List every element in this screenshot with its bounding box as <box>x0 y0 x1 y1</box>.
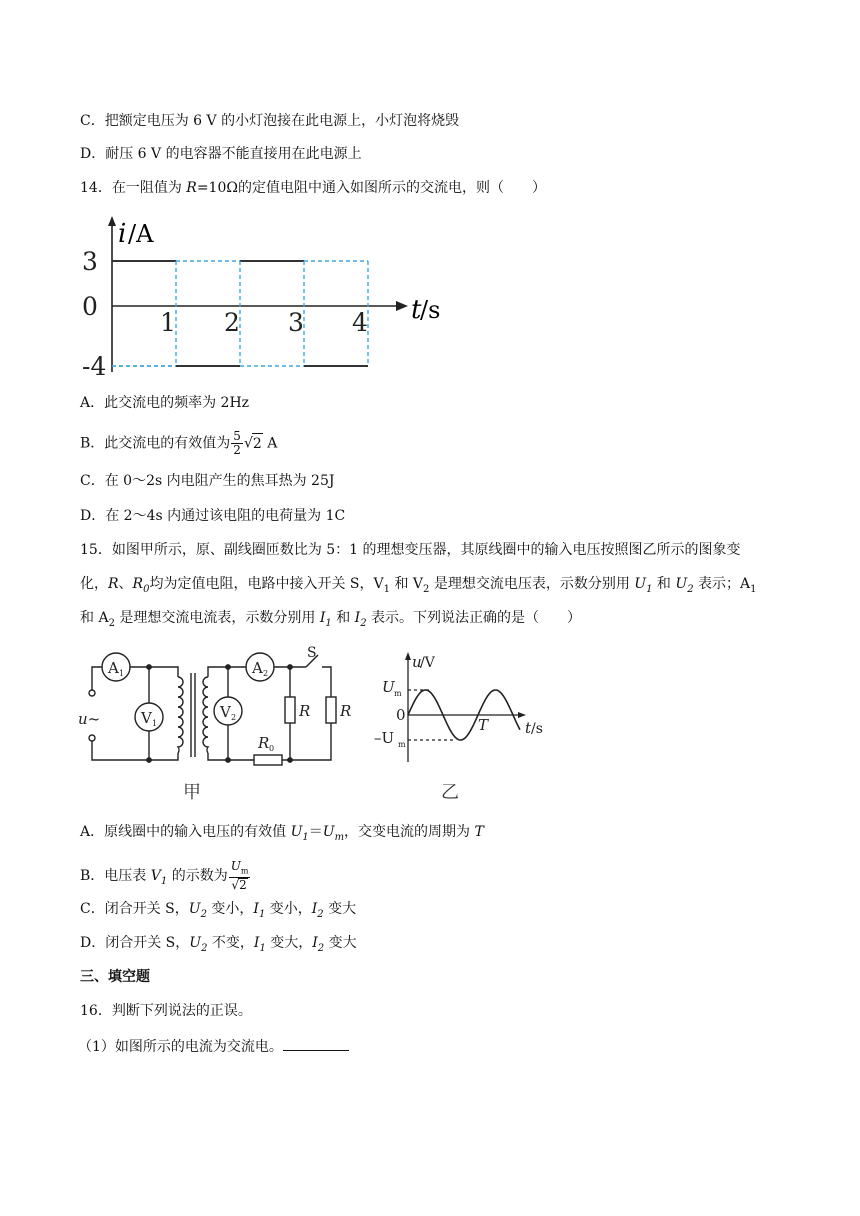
t-axis-unit: /s <box>531 721 543 737</box>
y-axis-arrow <box>108 216 116 226</box>
transformer-circuit-diagram <box>78 645 368 805</box>
primary-coil <box>178 677 183 753</box>
t: ，交变电流的周期为 <box>344 824 475 840</box>
resistor-r0 <box>254 755 282 765</box>
sub: 1 <box>302 831 309 843</box>
input-terminal-bottom <box>89 735 95 741</box>
figure-yi-label: 乙 <box>441 782 459 803</box>
input-terminal-top <box>89 690 95 696</box>
section-heading: 三、填空题 <box>80 969 150 985</box>
i-sym: I <box>312 935 318 951</box>
r-label-1: R <box>299 702 311 720</box>
neg-um-label: –U <box>374 729 395 747</box>
t: 表示。下列说法正确的是（ ） <box>366 610 582 626</box>
t-sym: T <box>474 824 484 840</box>
sub: 1 <box>160 876 168 887</box>
q14-square-wave-chart <box>78 212 458 377</box>
sub: 0 <box>143 583 150 595</box>
q14-ylabel-i: i <box>118 219 127 249</box>
q16-stem-text: 判断下列说法的正误。 <box>111 1003 252 1019</box>
sub: 2 <box>687 583 694 595</box>
zero-label: 0 <box>396 706 406 724</box>
t: 变小， <box>206 901 254 917</box>
frac-num <box>229 860 251 878</box>
neg-um-sub: m <box>398 740 406 749</box>
q14-option-b <box>80 430 277 457</box>
t: 、 <box>118 576 133 592</box>
t: 和 <box>331 610 355 626</box>
root: 2 <box>239 878 247 893</box>
t-axis-label: t <box>525 719 532 737</box>
q16-number: 16． <box>80 1003 112 1019</box>
v1-label: V <box>141 709 152 727</box>
u-sym: U <box>322 824 335 840</box>
q15-option-d <box>80 933 357 959</box>
q14-optb-num: 5 <box>233 429 241 443</box>
t: 是理想交流电压表，示数分别用 <box>429 576 635 592</box>
secondary-coil <box>203 677 208 753</box>
u-sym: U <box>675 576 688 592</box>
q14-optb-root: 2 <box>252 433 263 454</box>
v2-label: V <box>220 703 231 721</box>
um-sub: m <box>394 689 402 698</box>
v1-sub: 1 <box>152 719 158 728</box>
q14-optb-fraction <box>231 430 243 457</box>
q15-line2 <box>80 574 757 600</box>
a1-label: A <box>108 659 119 677</box>
q14-option-a: A．此交流电的频率为 2Hz <box>80 395 250 411</box>
sub: 1 <box>259 942 266 954</box>
t: B．电压表 <box>80 868 151 885</box>
resistor-r-1 <box>285 697 295 723</box>
q16-sub1 <box>78 1036 349 1057</box>
q15-number: 15． <box>80 542 112 558</box>
q16-sub1-text: （1）如图所示的电流为交流电。 <box>78 1039 283 1055</box>
x-tick-label: 3 <box>288 308 304 337</box>
t: 变大 <box>323 901 357 917</box>
sub: 2 <box>108 617 115 629</box>
a2-label: A <box>252 659 263 677</box>
sub: 2 <box>317 942 325 954</box>
sub: 2 <box>200 908 207 920</box>
r-label-2: R <box>340 702 352 720</box>
i-sym: I <box>253 935 260 951</box>
r-sym: R <box>108 576 119 592</box>
wire <box>130 667 178 677</box>
sqrt-sign: √ <box>243 435 253 452</box>
junction <box>288 758 292 762</box>
y-tick-label: -4 <box>82 352 107 377</box>
t: 不变， <box>207 935 254 951</box>
v-sym: V <box>150 868 161 885</box>
t: 和 V <box>390 576 424 592</box>
r0-label: R <box>258 734 270 752</box>
q14-number: 14． <box>80 180 112 196</box>
sub: m <box>240 866 249 876</box>
q14-option-c: C．在 0～2s 内电阻产生的焦耳热为 25J <box>80 473 335 489</box>
x-axis-arrow <box>396 301 408 311</box>
t: 和 <box>652 576 676 592</box>
wire <box>92 667 102 690</box>
q15-optb-fraction <box>229 860 251 892</box>
x-tick-label: 1 <box>160 308 176 337</box>
sub: 2 <box>317 908 324 920</box>
a1-sub: 1 <box>119 669 125 678</box>
u-sym: U <box>188 901 201 917</box>
t: 变小， <box>265 901 312 917</box>
u-sym: U <box>230 859 241 873</box>
q15-line1-text: 如图甲所示，原、副线圈匝数比为 5：1 的理想变压器，其原线圈中的输入电压按照图乙所示的图象变 <box>111 542 741 558</box>
t: D．闭合开关 S， <box>80 935 190 951</box>
q15-line3 <box>80 608 581 634</box>
u-sym: U <box>634 576 647 592</box>
q14-stem <box>80 178 546 198</box>
q14-optb-pre: B．此交流电的有效值为 <box>80 435 231 452</box>
answer-blank[interactable] <box>283 1036 349 1051</box>
t: 化， <box>80 576 108 592</box>
i-sym: I <box>311 901 318 917</box>
um-label: U <box>382 678 395 696</box>
frac-den: √2 <box>231 878 247 893</box>
y-arrow <box>405 652 411 660</box>
q15-option-a <box>80 822 484 848</box>
i-sym: I <box>319 610 326 626</box>
q14-stem-a: 在一阻值为 <box>111 180 187 196</box>
q14-xlabel-t: t <box>411 295 422 325</box>
wire <box>92 741 178 760</box>
sub: 1 <box>646 583 653 595</box>
sub: 1 <box>383 583 390 595</box>
voltage-sine-wave <box>372 650 562 765</box>
u-sym: U <box>290 824 303 840</box>
sub: 1 <box>258 908 266 920</box>
t: 是理想交流电流表，示数分别用 <box>114 610 320 626</box>
wire <box>322 667 331 697</box>
r0-sym: R <box>132 576 144 592</box>
y-tick-label: 3 <box>82 247 98 276</box>
t: 均为定值电阻，电路中接入开关 S，V <box>149 576 384 592</box>
q15-option-b <box>80 860 251 892</box>
t: C．闭合开关 S， <box>80 901 189 917</box>
wire <box>208 753 254 760</box>
u-input-label: u~ <box>78 710 101 728</box>
x-arrow <box>518 712 526 718</box>
t: 的示数为 <box>167 868 228 885</box>
i-sym: I <box>354 610 361 626</box>
x-tick-label: 2 <box>224 308 240 337</box>
figure-jia-label: 甲 <box>183 782 201 803</box>
q15-line1 <box>80 540 741 560</box>
resistor-r-2 <box>326 697 336 723</box>
sub: 2 <box>423 583 430 595</box>
option-d-prev: D．耐压 6 V 的电容器不能直接用在此电源上 <box>80 146 362 162</box>
t: 表示；A <box>693 576 751 592</box>
switch-s-label: S <box>307 645 317 661</box>
r0-sub: 0 <box>269 744 275 753</box>
q14-stem-r: R <box>186 180 197 196</box>
q16-stem <box>80 1001 252 1021</box>
t: 变大， <box>265 935 313 951</box>
q15-option-c <box>80 899 356 925</box>
u-axis-unit: /V <box>420 655 435 671</box>
u-axis-label: u <box>412 653 422 671</box>
t: 变大 <box>324 935 357 951</box>
y-tick-label: 0 <box>82 292 98 321</box>
i-sym: I <box>253 901 259 917</box>
sub: 1 <box>750 583 757 595</box>
q14-xlabel-unit: /s <box>420 296 441 324</box>
q14-stem-b: =10Ω的定值电阻中通入如图所示的交流电，则（ ） <box>196 180 546 196</box>
option-c-prev: C．把额定电压为 6 V 的小灯泡接在此电源上，小灯泡将烧毁 <box>80 113 460 129</box>
a2-sub: 2 <box>263 669 269 678</box>
sub: 2 <box>360 617 367 629</box>
q14-ylabel-unit: /A <box>128 220 154 248</box>
q14-optb-den: 2 <box>233 443 241 457</box>
x-tick-label: 4 <box>352 308 368 337</box>
u-sym: U <box>189 935 202 951</box>
sub: 1 <box>325 617 332 629</box>
t-period-label: T <box>478 716 489 734</box>
t: 和 A <box>80 610 109 626</box>
sub: m <box>334 831 345 843</box>
t: A．原线圈中的输入电压的有效值 <box>80 824 291 840</box>
sub: 2 <box>201 942 208 954</box>
q14-option-d: D．在 2～4s 内通过该电阻的电荷量为 1C <box>80 508 346 524</box>
q14-optb-unit: A <box>262 435 278 452</box>
v2-sub: 2 <box>231 713 237 722</box>
t: ＝ <box>308 824 323 840</box>
